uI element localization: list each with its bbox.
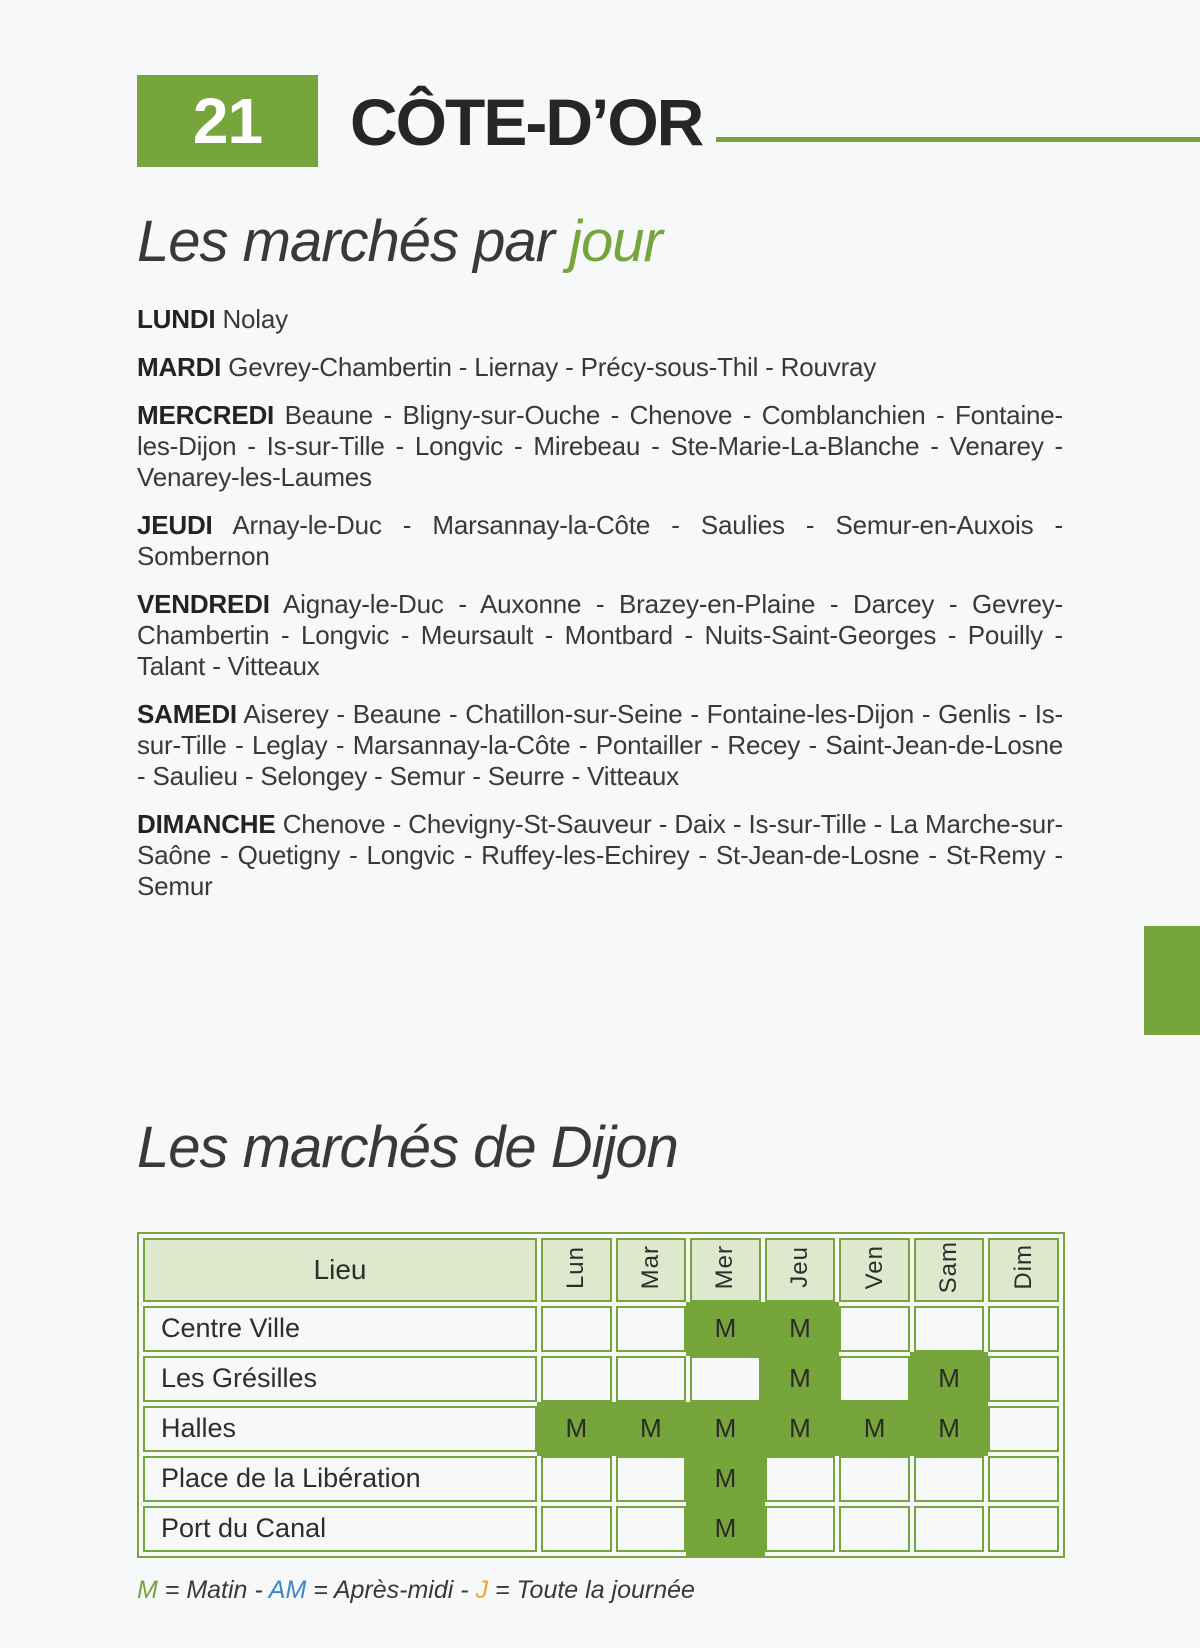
row-label: Les Grésilles [143, 1356, 537, 1402]
legend-symbol-apres-midi: AM [268, 1575, 307, 1604]
market-cell: M [914, 1356, 985, 1402]
market-cell [914, 1456, 985, 1502]
market-cell [765, 1456, 836, 1502]
table-row-les-gresilles [143, 1356, 1059, 1402]
row-label: Centre Ville [143, 1306, 537, 1352]
column-header-dim [988, 1238, 1059, 1302]
column-header-mar [616, 1238, 687, 1302]
day-entry-jeudi [137, 510, 1063, 572]
market-cell [988, 1406, 1059, 1452]
market-cell: M [765, 1406, 836, 1452]
day-header-label: Mer [711, 1245, 739, 1290]
day-towns: Beaune - Bligny-sur-Ouche - Chenove - Comblanchien - Fontaine-les-Dijon - Is-sur-Tille - Longvic - Mirebeau - Ste-Marie-La-Blanche - Venarey - Venarey-les-Laumes [137, 399, 1063, 492]
row-label: Port du Canal [143, 1506, 537, 1552]
market-cell [765, 1506, 836, 1552]
market-cell: M [839, 1406, 910, 1452]
day-entry-vendredi [137, 589, 1063, 682]
header-rule [716, 137, 1200, 142]
market-cell [541, 1306, 612, 1352]
page-title: CÔTE-D’OR [350, 85, 703, 159]
day-label: LUNDI [137, 303, 216, 334]
market-cell [616, 1456, 687, 1502]
department-header [137, 75, 1200, 167]
dijon-section [137, 1115, 1065, 1605]
section-title-marches-par-jour [137, 209, 1200, 276]
day-label: MERCREDI [137, 399, 275, 430]
markets-by-day-list [137, 304, 1063, 902]
day-towns: Chenove - Chevigny-St-Sauveur - Daix - Is-sur-Tille - La Marche-sur-Saône - Quetigny - Longvic - Ruffey-les-Echirey - St-Jean-de-Losne - St-Remy - Semur [137, 808, 1063, 901]
table-row-port-du-canal [143, 1506, 1059, 1552]
table-row-place-de-la-liberation [143, 1456, 1059, 1502]
day-label: DIMANCHE [137, 808, 276, 839]
market-cell: M [765, 1306, 836, 1352]
market-cell: M [690, 1406, 761, 1452]
day-label: SAMEDI [137, 698, 237, 729]
column-header-sam [914, 1238, 985, 1302]
section-title-marches-de-dijon: Les marchés de Dijon [137, 1115, 678, 1180]
market-cell [988, 1306, 1059, 1352]
market-cell: M [541, 1406, 612, 1452]
legend-symbol-journee: J [475, 1575, 489, 1604]
day-entry-dimanche [137, 809, 1063, 902]
day-entry-samedi [137, 699, 1063, 792]
day-towns: Gevrey-Chambertin - Liernay - Précy-sous-Thil - Rouvray [228, 351, 877, 382]
market-cell [839, 1506, 910, 1552]
market-cell: M [690, 1456, 761, 1502]
row-label: Place de la Libération [143, 1456, 537, 1502]
day-header-label: Ven [860, 1244, 888, 1290]
market-cell: M [765, 1356, 836, 1402]
day-header-label: Dim [1009, 1244, 1037, 1291]
day-header-label: Lun [562, 1245, 590, 1289]
section-title-accent: jour [569, 209, 662, 274]
market-cell [616, 1506, 687, 1552]
market-cell [839, 1456, 910, 1502]
column-header-lieu: Lieu [143, 1238, 537, 1302]
market-cell [839, 1306, 910, 1352]
legend-separator: - [460, 1575, 469, 1604]
day-header-label: Jeu [785, 1246, 813, 1289]
page-edge-tab [1144, 926, 1200, 1035]
legend-label-apres-midi: = Après-midi [313, 1575, 454, 1604]
table-row-centre-ville [143, 1306, 1059, 1352]
market-cell [690, 1356, 761, 1402]
market-cell [541, 1356, 612, 1402]
table-legend [137, 1576, 1065, 1605]
day-label: MARDI [137, 351, 222, 382]
market-cell [914, 1506, 985, 1552]
column-header-lun [541, 1238, 612, 1302]
market-cell [541, 1506, 612, 1552]
market-cell [988, 1456, 1059, 1502]
section-title-prefix: Les marchés par [137, 209, 554, 274]
legend-label-journee: = Toute la journée [495, 1575, 695, 1604]
day-entry-mardi [137, 352, 1063, 383]
day-entry-mercredi [137, 400, 1063, 493]
market-cell: M [616, 1406, 687, 1452]
market-cell: M [690, 1306, 761, 1352]
market-cell [839, 1356, 910, 1402]
dijon-markets-table [137, 1232, 1065, 1558]
day-towns: Arnay-le-Duc - Marsannay-la-Côte - Saulies - Semur-en-Auxois - Sombernon [137, 509, 1063, 571]
column-header-jeu [765, 1238, 836, 1302]
day-towns: Nolay [222, 303, 288, 334]
column-header-mer [690, 1238, 761, 1302]
day-header-label: Mar [636, 1245, 664, 1290]
market-cell [616, 1306, 687, 1352]
document-page [0, 75, 1200, 1648]
market-cell: M [690, 1506, 761, 1552]
market-cell: M [914, 1406, 985, 1452]
day-towns: Aiserey - Beaune - Chatillon-sur-Seine - Fontaine-les-Dijon - Genlis - Is-sur-Tille - Leglay - Marsannay-la-Côte - Pontailler - Recey - Saint-Jean-de-Losne - Saulieu - Selongey - Semur - Seurre - Vitteaux [137, 698, 1063, 791]
day-entry-lundi [137, 304, 1063, 335]
department-number-badge: 21 [137, 75, 318, 167]
table-header-row [143, 1238, 1059, 1302]
market-cell [988, 1356, 1059, 1402]
day-label: JEUDI [137, 509, 213, 540]
market-cell [914, 1306, 985, 1352]
day-header-label: Sam [935, 1241, 963, 1294]
legend-separator: - [254, 1575, 263, 1604]
legend-symbol-matin: M [137, 1575, 158, 1604]
row-label: Halles [143, 1406, 537, 1452]
market-cell [616, 1356, 687, 1402]
column-header-ven [839, 1238, 910, 1302]
day-towns: Aignay-le-Duc - Auxonne - Brazey-en-Plaine - Darcey - Gevrey-Chambertin - Longvic - Meursault - Montbard - Nuits-Saint-Georges - Pouilly - Talant - Vitteaux [137, 588, 1064, 681]
market-cell [988, 1506, 1059, 1552]
market-cell [541, 1456, 612, 1502]
legend-label-matin: = Matin [164, 1575, 248, 1604]
table-row-halles [143, 1406, 1059, 1452]
day-label: VENDREDI [137, 588, 270, 619]
